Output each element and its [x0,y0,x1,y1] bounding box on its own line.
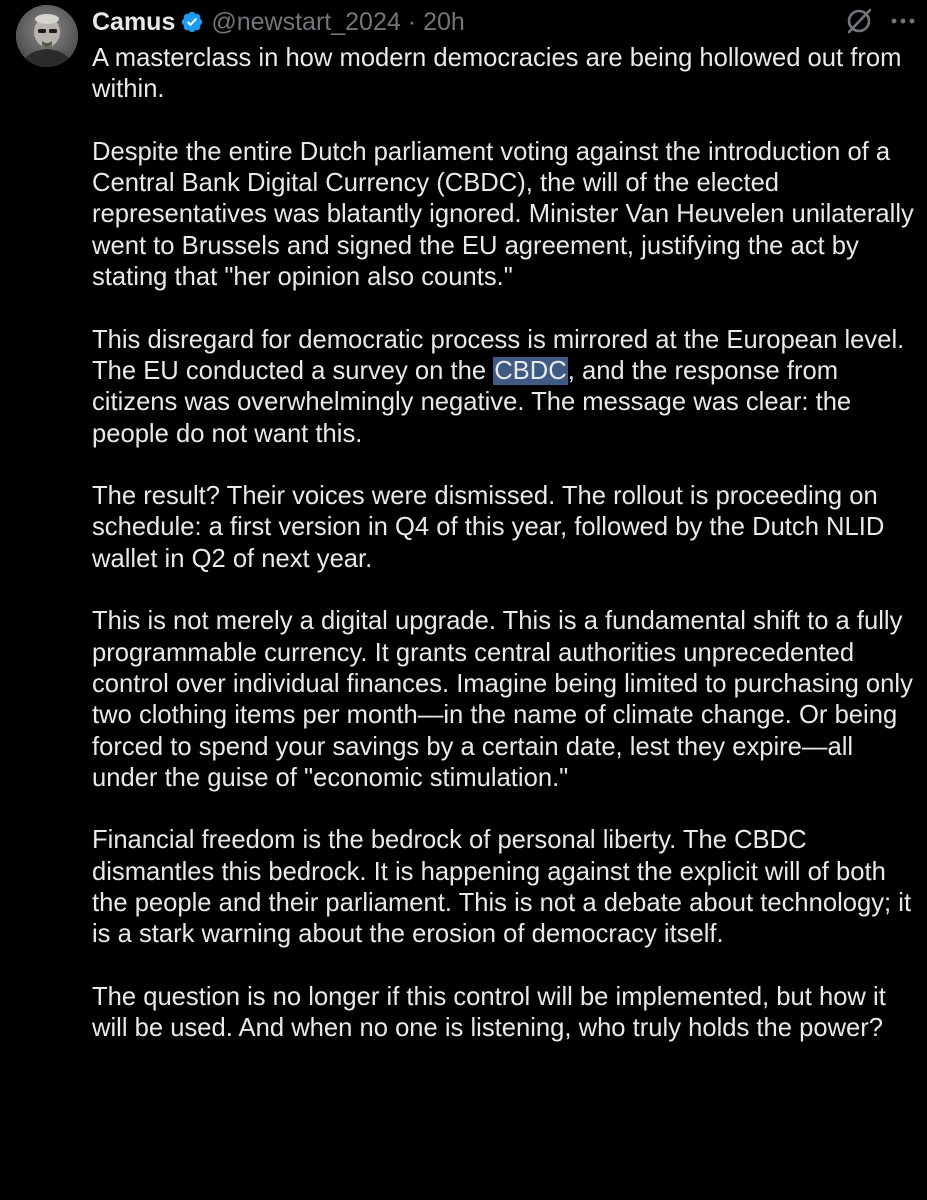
verified-badge-icon [180,10,204,34]
avatar[interactable] [16,5,78,67]
more-options-icon[interactable] [888,6,918,36]
tweet-content [92,0,918,1076]
paragraph-5: This is not merely a digital upgrade. This is a fundamental shift to a fully programmable currency. It grants central authorities unprecedented control over individual finances. Imagine being limited to purchasing only two clothing items per month—in the name of climate change. Or being forced to spend your savings by a certain date, lest they expire—all under the guise of "economic stimulation." [92,607,913,792]
paragraph-6: Financial freedom is the bedrock of personal liberty. The CBDC dismantles this bedrock. It is happening against the explicit will of both the people and their parliament. This is not a debate about technology; it is a stark warning about the erosion of democracy itself. [92,826,912,949]
separator: · [407,8,417,36]
display-name[interactable]: Camus [92,8,176,36]
grok-icon[interactable] [844,6,874,36]
paragraph-1: A masterclass in how modern democracies are being hollowed out from within. [92,44,902,104]
paragraph-4: The result? Their voices were dismissed. The rollout is proceeding on schedule: a first version in Q4 of this year, followed by the Dutch NLID wallet in Q2 of next year. [92,482,885,573]
tweet-text [92,43,918,1045]
timestamp[interactable]: 20h [423,8,465,36]
paragraph-3 [92,325,918,450]
paragraph-7: The question is no longer if this control will be implemented, but how it will be used. And when no one is listening, who truly holds the power? [92,982,886,1043]
header-actions [844,6,918,36]
handle[interactable]: @newstart_2024 [211,8,401,36]
paragraph-3-start: This disregard for democratic process is mirrored at the European level. The EU conducted a survey on the [92,325,905,385]
paragraph-3-end: , and the response from citizens was overwhelmingly negative. The message was clear: the people do not want this. [92,356,852,448]
selected-text-highlight: CBDC [494,356,567,385]
tweet-header [92,0,918,44]
paragraph-2: Despite the entire Dutch parliament voting against the introduction of a Central Bank Digital Currency (CBDC), the will of the elected representatives was blatantly ignored. Minister Van Heuvelen unilaterally went to Brussels and signed the EU agreement, justifying the act by stating that "her opinion also counts." [92,137,914,292]
avatar-image [16,5,78,67]
